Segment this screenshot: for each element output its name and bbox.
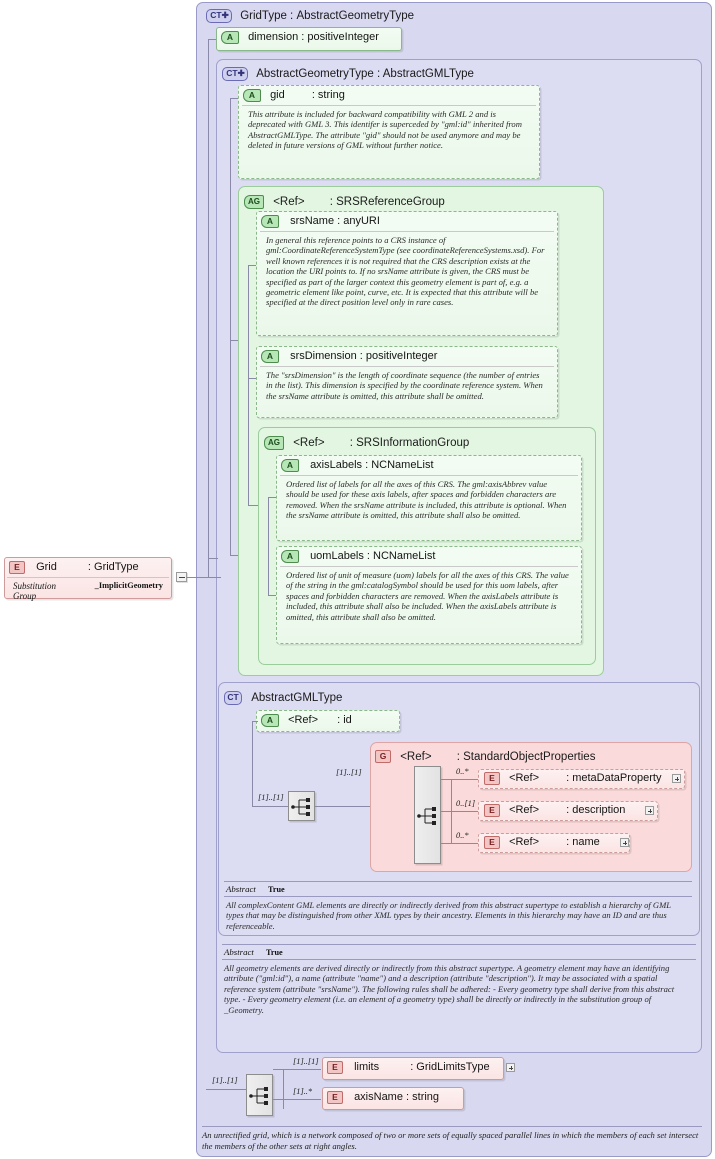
- gid-attr-title: A gid : string: [239, 86, 539, 105]
- cardinality-grid-seq: [1]..[1]: [212, 1076, 238, 1085]
- node-name-element[interactable]: [478, 833, 630, 853]
- sequence-compositor[interactable]: [288, 791, 315, 821]
- expand-metadataproperty-icon[interactable]: [672, 774, 681, 783]
- node-id-attribute[interactable]: [256, 710, 400, 732]
- connector-line: [252, 721, 253, 806]
- complex-type-icon: CT✚: [222, 67, 248, 81]
- standard-object-properties-header: G <Ref> : StandardObjectProperties: [375, 746, 595, 763]
- group-icon: G: [375, 750, 391, 763]
- connector-line: [268, 497, 276, 498]
- limits-title: E limits : GridLimitsType: [323, 1058, 503, 1077]
- sequence-icon: [247, 1075, 274, 1117]
- sequence-icon: [415, 767, 442, 865]
- connector-line: [268, 595, 276, 596]
- connector-line: [273, 1069, 321, 1070]
- grid-type-header: CT✚ GridType : AbstractGeometryType: [206, 5, 414, 23]
- grid-element-title: E Grid : GridType: [5, 558, 171, 577]
- attribute-icon: A: [243, 89, 261, 102]
- axisname-title: E axisName : string: [323, 1088, 463, 1107]
- srsdimension-attr-title: A srsDimension : positiveInteger: [257, 347, 557, 366]
- attribute-icon: A: [281, 550, 299, 563]
- cardinality-axisname: [1]..*: [293, 1087, 313, 1096]
- node-description-element[interactable]: [478, 801, 658, 821]
- abstract-gml-abstract-block: [224, 881, 692, 935]
- connector-line: [441, 811, 479, 812]
- node-axislabels-attribute[interactable]: [276, 455, 582, 541]
- expand-description-icon[interactable]: [645, 806, 654, 815]
- node-axisname-element[interactable]: [322, 1087, 464, 1110]
- metadataproperty-title: E <Ref> : metaDataProperty: [479, 770, 684, 787]
- id-attr-title: A <Ref> : id: [257, 711, 399, 730]
- connector-line: [230, 340, 238, 341]
- attribute-group-icon: AG: [264, 436, 284, 450]
- grid-footer-annotation: An unrectified grid, which is a network composed of two or more sets of equally spaced parallel lines in which the members of each set intersect the members of the other sets at right angles.: [202, 1126, 702, 1151]
- node-gid-attribute[interactable]: [238, 85, 540, 179]
- uomlabels-annotation: Ordered list of unit of measure (uom) labels for all the axes of this CRS. The value of the string in the gml:catalogSymbol should be used for this uom labels, after spaces and forbidden characters are removed. When the axisLabels attribute is included, this attribute shall also be included. When the axisLabels attribute is omitted, this attribute shall also be omitted.: [280, 566, 578, 626]
- element-icon: E: [327, 1061, 343, 1074]
- element-icon: E: [327, 1091, 343, 1104]
- connector-line: [248, 505, 258, 506]
- connector-line: [315, 806, 373, 807]
- abstract-gml-type-header: CT AbstractGMLType: [224, 687, 342, 705]
- abstract-geometry-type-header: CT✚ AbstractGeometryType : AbstractGMLType: [222, 63, 474, 81]
- description-title: E <Ref> : description: [479, 802, 657, 819]
- attribute-icon: A: [261, 215, 279, 228]
- connector-line: [230, 98, 231, 555]
- abstract-geometry-annotation: All geometry elements are derived directly or indirectly from this abstract supertype. A geometry element may have an identifying attribute ("gml:id"), a name (attribute "name") and a description (attribute "description"). It may be associated with a spatial reference system (attribute "srsName"). The following rules shall be adhered: - Every geometry type shall derive from this abstract type. - Every geometry element (i.e. an element of a geometry type) shall be directly or indirectly in the substitution group of _Geometry.: [222, 959, 696, 1019]
- node-grid-element[interactable]: [4, 557, 172, 599]
- srs-information-group-header: AG <Ref> : SRSInformationGroup: [264, 432, 469, 450]
- attribute-icon: A: [261, 714, 279, 727]
- connector-line: [248, 265, 256, 266]
- node-srsdimension-attribute[interactable]: [256, 346, 558, 418]
- complex-type-icon: CT: [224, 691, 242, 705]
- connector-line: [441, 843, 479, 844]
- srs-reference-group-header: AG <Ref> : SRSReferenceGroup: [244, 191, 445, 209]
- connector-line: [230, 555, 238, 556]
- complex-type-icon: CT✚: [206, 9, 232, 23]
- connector-line: [273, 1099, 321, 1100]
- connector-line: [248, 265, 249, 505]
- connector-line: [252, 806, 288, 807]
- abstract-geometry-abstract-block: [222, 944, 696, 1019]
- node-limits-element[interactable]: [322, 1057, 504, 1080]
- connector-line: [268, 497, 269, 595]
- name-title: E <Ref> : name: [479, 834, 629, 851]
- cardinality-sop-group: [1]..[1]: [336, 768, 362, 777]
- connector-line: [208, 39, 216, 40]
- sequence-icon: [289, 792, 316, 822]
- connector-line: [248, 378, 256, 379]
- expand-limits-icon[interactable]: [506, 1063, 515, 1072]
- attribute-icon: A: [221, 31, 239, 44]
- grid-substitution-group-row: Substitution Group _ImplicitGeometry: [7, 577, 169, 604]
- axislabels-annotation: Ordered list of labels for all the axes of this CRS. The gml:axisAbbrev value should be used for these axis labels, after spaces and forbidden characters are removed. When the srsName attribute is included, this attribute is optional. When the srsName attribute is omitted, this attribute shall also be omitted.: [280, 475, 578, 525]
- connector-line: [252, 721, 258, 722]
- cardinality-name: 0..*: [456, 831, 469, 840]
- element-icon: E: [484, 836, 500, 849]
- abstract-gml-annotation: All complexContent GML elements are directly or indirectly derived from this abstract supertype to establish a hierarchy of GML types that may be distinguished from other XML types by their ancestry. Elements in this hierarchy may have an ID and are thus referenceable.: [224, 896, 692, 935]
- element-icon: E: [484, 772, 500, 785]
- attribute-icon: A: [281, 459, 299, 472]
- node-srsname-attribute[interactable]: [256, 211, 558, 336]
- axislabels-attr-title: A axisLabels : NCNameList: [277, 456, 581, 475]
- cardinality-gml-seq: [1]..[1]: [258, 793, 284, 802]
- node-uomlabels-attribute[interactable]: [276, 546, 582, 644]
- sequence-compositor[interactable]: [414, 766, 441, 864]
- connector-line: [441, 779, 479, 780]
- connector-line: [187, 577, 221, 578]
- dimension-attr-title: A dimension : positiveInteger: [217, 28, 401, 47]
- connector-line: [283, 1069, 284, 1109]
- cardinality-limits: [1]..[1]: [293, 1057, 319, 1066]
- collapse-grid-toggle[interactable]: [176, 572, 187, 582]
- cardinality-metadataproperty: 0..*: [456, 767, 469, 776]
- attribute-icon: A: [261, 350, 279, 363]
- connector-line: [230, 98, 238, 99]
- node-dimension-attribute[interactable]: [216, 27, 402, 51]
- srsdimension-annotation: The "srsDimension" is the length of coordinate sequence (the number of entries in the list). This dimension is specified by the coordinate reference system. When the srsName attribute is omitted, this attribute shall be omitted.: [260, 366, 554, 405]
- abstract-gml-label-row: Abstract True: [224, 881, 692, 896]
- srsname-annotation: In general this reference points to a CRS instance of gml:CoordinateReferenceSystemType (see coordinateReferenceSystems.xsd). For well known references it is not required that the CRS description exists at the location the URI points to. If no srsName attribute is given, the CRS must be specified as part of the larger context this geometry element is part of, e.g. a geometric element like point, curve, etc. It is expected that this attribute will be specified at the direct position level only in rare cases.: [260, 231, 554, 312]
- element-icon: E: [484, 804, 500, 817]
- attribute-group-icon: AG: [244, 195, 264, 209]
- cardinality-description: 0..[1]: [456, 799, 476, 808]
- connector-line: [208, 39, 209, 578]
- expand-name-icon[interactable]: [620, 838, 629, 847]
- element-icon: E: [9, 561, 25, 574]
- uomlabels-attr-title: A uomLabels : NCNameList: [277, 547, 581, 566]
- abstract-geometry-label-row: Abstract True: [222, 944, 696, 959]
- connector-line: [206, 1089, 246, 1090]
- gid-annotation: This attribute is included for backward compatibility with GML 2 and is deprecated with GML 3. This identifer is superceded by "gml:id" inherited from AbstractGMLType. The attribute "gid" should not be used anymore and may be deleted in future versions of GML without further notice.: [242, 105, 536, 155]
- connector-line: [208, 558, 218, 559]
- srsname-attr-title: A srsName : anyURI: [257, 212, 557, 231]
- node-metadataproperty-element[interactable]: [478, 769, 685, 789]
- sequence-compositor[interactable]: [246, 1074, 273, 1116]
